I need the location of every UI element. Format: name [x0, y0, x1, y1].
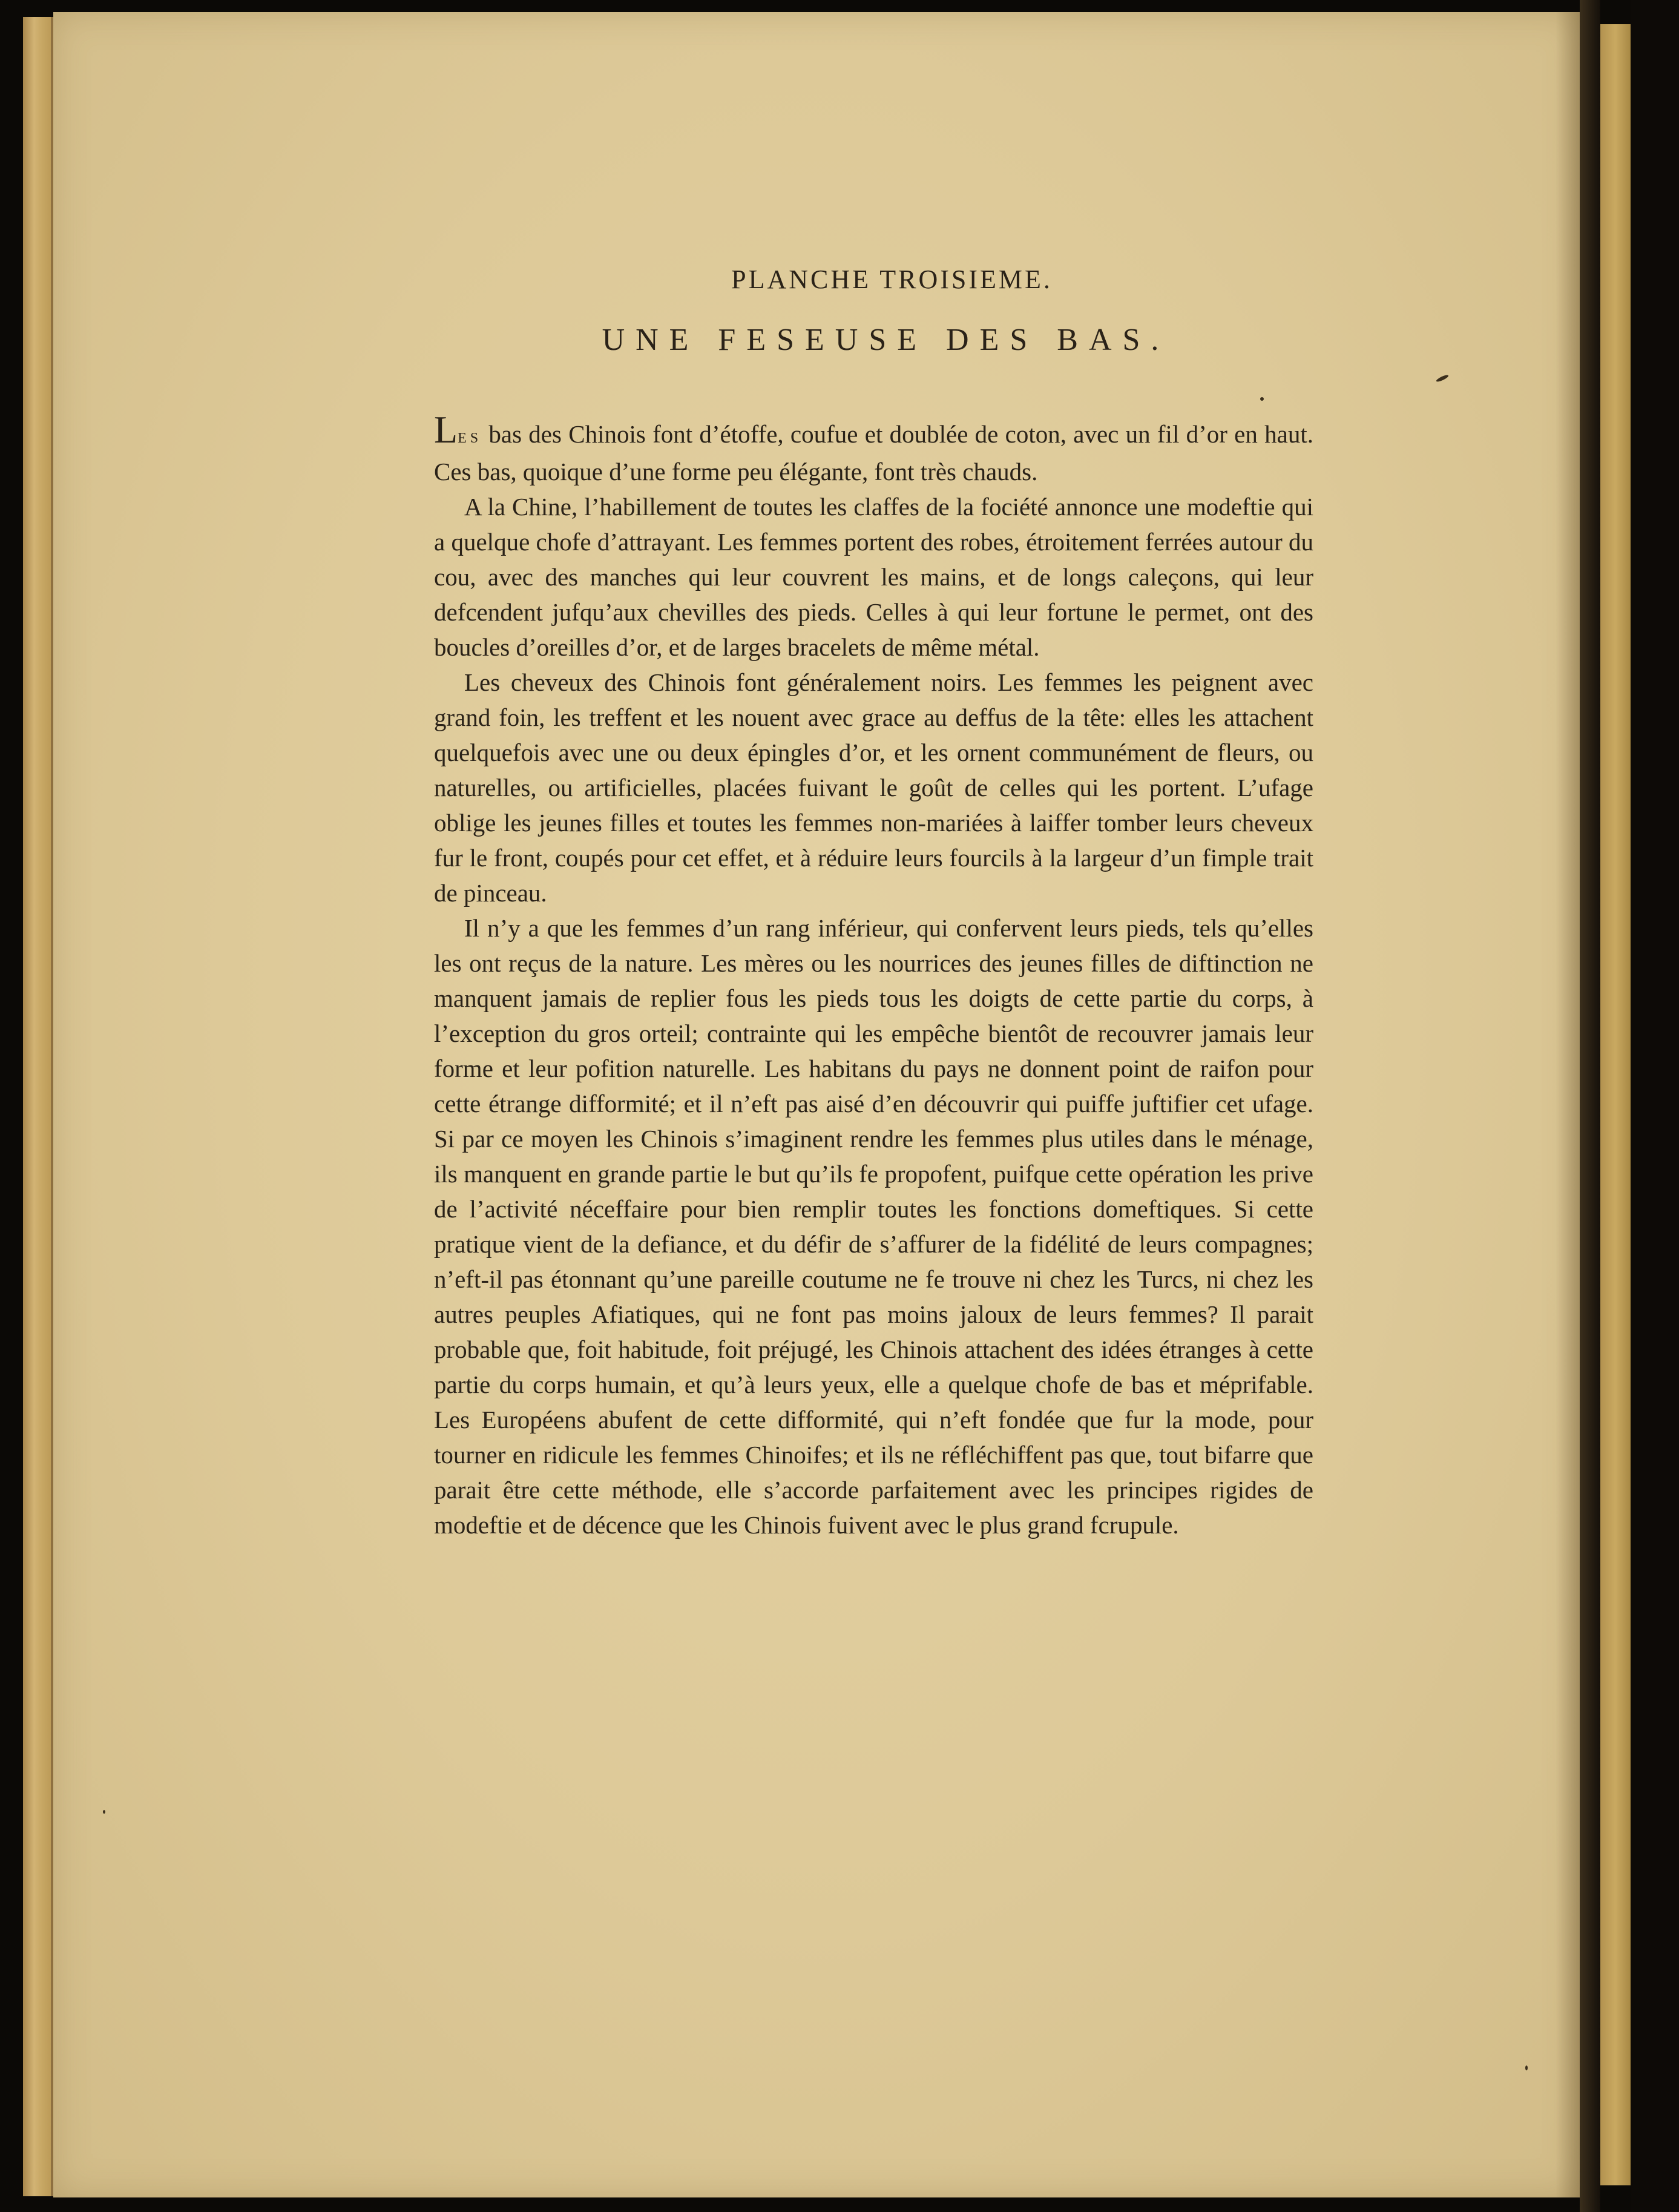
- next-page-edge: [1600, 24, 1631, 2185]
- page-text: [434, 266, 1313, 1542]
- background-edge: [1631, 0, 1679, 2212]
- paper-speck: [1525, 2066, 1528, 2070]
- body-text: [434, 408, 1313, 1542]
- page-title: UNE FESEUSE DES BAS.: [602, 323, 1170, 357]
- paragraph-1: [434, 408, 1313, 489]
- small-caps-lead: es: [458, 425, 482, 447]
- stacked-page-edges: [23, 17, 54, 2196]
- drop-cap: L: [434, 408, 458, 451]
- paragraph-1-text: bas des Chinois font d’étoffe, coufue et doublée de coton, avec un fil d’or en haut. Ces bas, quoique d’une forme peu élégante, font très chauds.: [434, 420, 1313, 486]
- paragraph-3: Les cheveux des Chinois font généralement noirs. Les femmes les peignent avec grand foin, les treffent et les nouent avec grace au deffus de la tête: elles les attachent quelquefois avec une ou deux épingles d’or, et les ornent communément de fleurs, ou naturelles, ou artificielles, placées fuivant le goût de celles qui les portent. L’ufage oblige les jeunes filles et toutes les femmes non-mariées à laiffer tomber leurs cheveux fur le front, coupés pour cet effet, et à réduire leurs fourcils à la largeur d’un fimple trait de pinceau.: [434, 668, 1313, 907]
- plate-heading: PLANCHE TROISIEME.: [731, 265, 1053, 294]
- paragraph-4: Il n’y a que les femmes d’un rang inférieur, qui confervent leurs pieds, tels qu’elles les ont reçus de la nature. Les mères ou les nourrices des jeunes filles de diftinction ne manquent jamais de replier fous les pieds tous les doigts de cette partie du corps, à l’exception du gros orteil; contrainte qui les empêche bientôt de recouvrer jamais leur forme et leur pofition naturelle. Les habitans du pays ne donnent point de raifon pour cette étrange difformité; et il n’eft pas aisé d’en découvrir qui puiffe juftifier cet ufage. Si par ce moyen les Chinois s’imaginent rendre les femmes plus utiles dans le ménage, ils manquent en grande partie le but qu’ils fe propofent, puifque cette opération les prive de l’activité néceffaire pour bien remplir toutes les fonctions domeftiques. Si cette pratique vient de la defiance, et du défir de s’affurer de la fidélité de leurs compagnes; n’eft-il pas étonnant qu’une pareille coutume ne fe trouve ni chez les Turcs, ni chez les autres peuples Afiatiques, qui ne font pas moins jaloux de leurs femmes? Il parait probable que, foit habitude, foit préjugé, les Chinois attachent des idées étranges à cette partie du corps humain, et qu’à leurs yeux, elle a quelque chofe de bas et méprifable. Les Européens abufent de cette difformité, qui n’eft fondée que fur la mode, pour tourner en ridicule les femmes Chinoifes; et ils ne réfléchiffent pas que, tout bifarre que parait être cette méthode, elle s’accorde parfaitement avec les principes rigides de modeftie et de décence que les Chinois fuivent avec le plus grand fcrupule.: [434, 914, 1313, 1539]
- book-gutter: [1580, 0, 1600, 2212]
- paper-speck: [103, 1810, 105, 1814]
- paragraph-2: A la Chine, l’habillement de toutes les claffes de la fociété annonce une modeftie qui a quelque chofe d’attrayant. Les femmes portent des robes, étroitement ferrées autour du cou, avec des manches qui leur couvrent les mains, et de longs caleçons, qui leur defcendent jufqu’aux chevilles des pieds. Celles à qui leur fortune le permet, ont des boucles d’oreilles d’or, et de larges bracelets de même métal.: [434, 493, 1313, 661]
